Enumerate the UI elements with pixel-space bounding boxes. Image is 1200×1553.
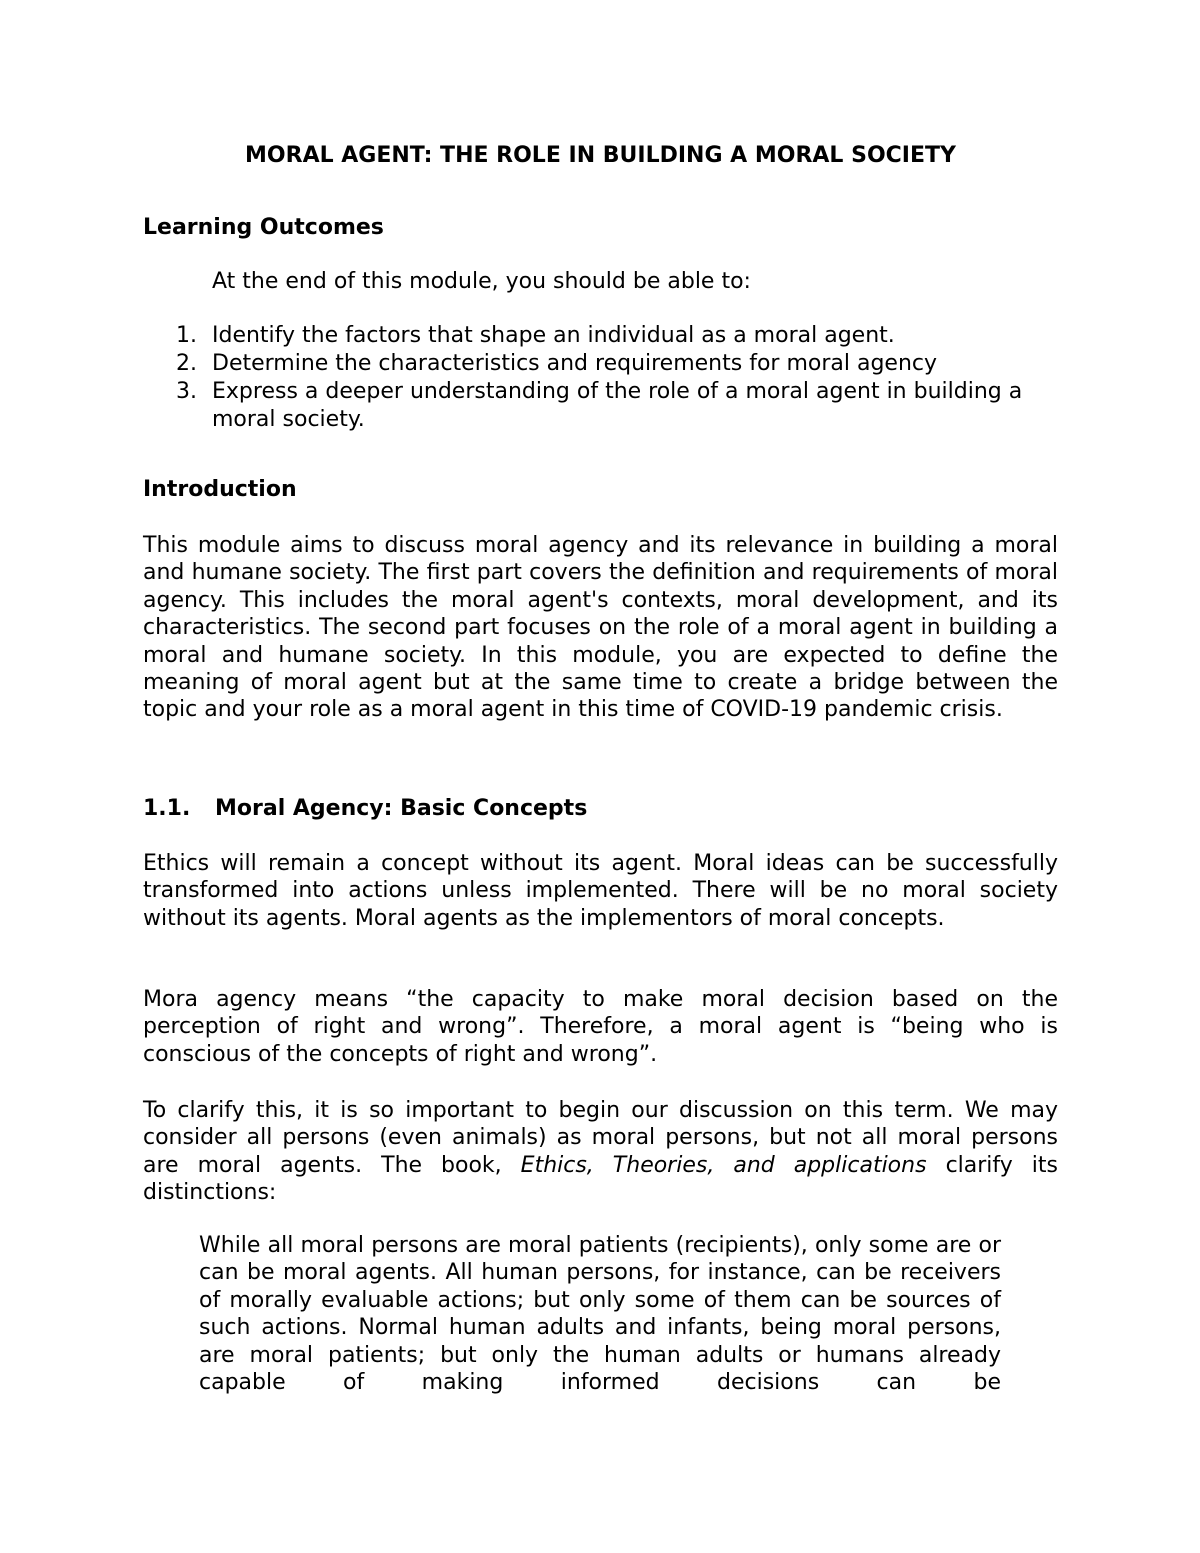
list-marker: 1. (176, 323, 197, 348)
learning-outcomes-list (143, 322, 1043, 434)
list-item (143, 378, 1043, 434)
document-title: MORAL AGENT: THE ROLE IN BUILDING A MORAL SOCIETY (245, 143, 956, 168)
learning-outcomes-heading: Learning Outcomes (143, 215, 384, 240)
moral-agency-definition-paragraph: Mora agency means “the capacity to make moral decision based on the perception of right and wrong”. Therefore, a moral agent is “being who is conscious of the concepts of right and wrong”. (143, 987, 1058, 1067)
list-item-text: Identify the factors that shape an individual as a moral agent. (212, 323, 895, 348)
list-item (143, 322, 1043, 350)
clarify-text-after: clarify its distinctions: (143, 1152, 1058, 1206)
list-item (143, 350, 1043, 378)
introduction-paragraph: This module aims to discuss moral agency and its relevance in building a moral and humane society. The first part covers the definition and requirements of moral agency. This includes the moral agent's contexts, moral development, and its characteristics. The second part focuses on the role of a moral agent in building a moral and humane society. In this module, you are expected to define the meaning of moral agent but at the same time to create a bridge between the topic and your role as a moral agent in this time of COVID-19 pandemic crisis. (143, 533, 1058, 723)
clarify-paragraph (143, 1097, 1058, 1207)
section-heading (143, 795, 587, 823)
list-marker: 3. (176, 379, 197, 404)
ethics-paragraph: Ethics will remain a concept without its agent. Moral ideas can be successfully transformed into actions unless implemented. There will be no moral society without its agents. Moral agents as the implementors of moral concepts. (143, 851, 1058, 931)
list-marker: 2. (176, 351, 197, 376)
learning-outcomes-lead: At the end of this module, you should be able to: (212, 269, 751, 294)
section-number: 1.1. (143, 796, 191, 821)
list-item-text: Express a deeper understanding of the role of a moral agent in building a moral society. (212, 379, 1023, 432)
list-item-text: Determine the characteristics and requirements for moral agency (212, 351, 938, 376)
book-title: Ethics, Theories, and applications (520, 1152, 927, 1178)
block-quote: While all moral persons are moral patients (recipients), only some are or can be moral agents. All human persons, for instance, can be receivers of morally evaluable actions; but only some of them can be sources of such actions. Normal human adults and infants, being moral persons, are moral patients; but only the human adults or humans already capable of making informed decisions can be (199, 1233, 1001, 1396)
introduction-heading: Introduction (143, 477, 297, 502)
clarify-text-before: To clarify this, it is so important to begin our discussion on this term. We may consider all persons (even animals) as moral persons, but not all moral persons are moral agents. The book, (143, 1098, 1058, 1178)
section-title: Moral Agency: Basic Concepts (215, 796, 588, 821)
